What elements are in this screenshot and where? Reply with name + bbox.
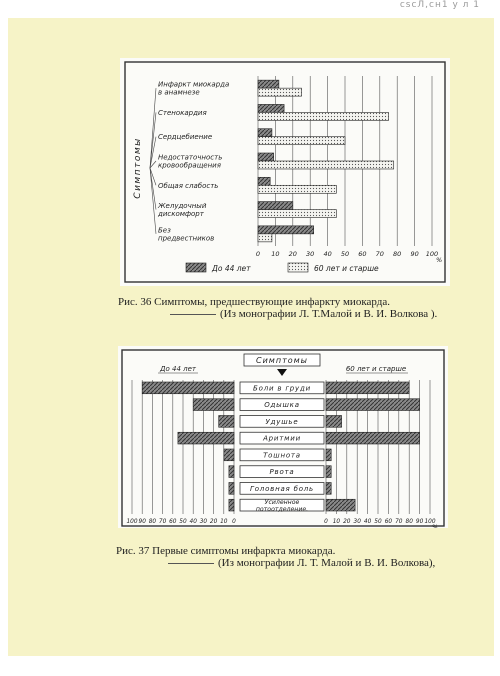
legend-swatch-old xyxy=(288,263,308,272)
right-tick-label: 40 xyxy=(363,519,372,525)
symptom-label: Головная боль xyxy=(250,484,314,493)
right-tick-label: 0 xyxy=(324,519,328,525)
right-tick-label: 60 xyxy=(384,519,393,525)
x-tick-label: 70 xyxy=(375,250,384,258)
left-tick-label: 100 xyxy=(126,519,138,525)
x-tick-label: 10 xyxy=(271,250,280,258)
bar-young xyxy=(258,226,314,234)
right-tick-label: 80 xyxy=(405,519,413,525)
figure-37-caption-line2: (Из монографии Л. Т. Малой и В. И. Волкова), xyxy=(218,557,436,569)
header-arrow xyxy=(277,369,287,376)
bar-old xyxy=(326,416,342,428)
x-tick-label: 0 xyxy=(255,250,261,258)
legend-swatch-young xyxy=(186,263,206,272)
bar-old xyxy=(258,234,272,242)
category-label: кровообращения xyxy=(158,161,221,170)
symptom-label: Одышка xyxy=(264,401,300,410)
x-tick-label: 40 xyxy=(323,250,332,258)
bar-young xyxy=(142,382,234,394)
figure-36-caption-line2: (Из монографии Л. Т.Малой и В. И. Волкова ). xyxy=(220,308,438,320)
bar-old xyxy=(258,210,336,218)
bar-young xyxy=(193,399,234,411)
x-tick-label: 80 xyxy=(393,250,402,258)
left-tick-label: 70 xyxy=(158,519,167,525)
figure-37 xyxy=(118,346,448,528)
bar-old xyxy=(258,161,394,169)
figure-37-caption xyxy=(116,545,476,569)
symptom-label: Аритмии xyxy=(263,434,301,443)
right-tick-label: 90 xyxy=(415,519,424,525)
legend-label-old: 60 лет и старше xyxy=(314,264,379,273)
category-label: Без xyxy=(158,226,171,235)
right-tick-label: 100 xyxy=(424,519,436,525)
bar-old xyxy=(258,112,389,120)
bar-old xyxy=(326,499,355,511)
symptom-label: потоотделение. xyxy=(255,506,309,514)
symptom-label: Удушье xyxy=(265,417,299,426)
bar-young xyxy=(219,416,234,428)
category-label: предвестников xyxy=(158,234,215,243)
left-tick-label: 10 xyxy=(220,519,228,525)
left-tick-label: 30 xyxy=(199,519,208,525)
bar-young xyxy=(229,483,234,495)
bar-old xyxy=(326,449,331,461)
bar-old xyxy=(326,382,409,394)
left-tick-label: 90 xyxy=(138,519,146,525)
category-label: Стенокардия xyxy=(158,108,207,117)
left-tick-label: 50 xyxy=(179,519,187,525)
x-tick-label: 90 xyxy=(410,250,419,258)
bar-old xyxy=(326,483,331,495)
bar-young xyxy=(229,499,234,511)
x-tick-label: 50 xyxy=(340,250,350,258)
left-tick-label: 0 xyxy=(232,519,236,525)
symptom-label: Усиленное xyxy=(264,499,300,507)
right-tick-label: 50 xyxy=(374,519,382,525)
x-unit-label: % xyxy=(432,524,438,528)
x-tick-label: 20 xyxy=(288,250,297,258)
bar-young xyxy=(258,129,272,137)
category-label: в анамнезе xyxy=(158,88,200,97)
category-label: Сердцебиение xyxy=(158,133,213,142)
x-tick-label: 30 xyxy=(306,250,315,258)
bar-old xyxy=(258,88,302,96)
x-tick-label: 100 xyxy=(425,250,439,258)
right-tick-label: 20 xyxy=(343,519,351,525)
category-label: Недостаточность xyxy=(158,153,223,162)
bar-young xyxy=(258,80,279,88)
bar-old xyxy=(326,466,331,478)
category-connector xyxy=(150,88,156,168)
figure-36-caption xyxy=(118,296,478,320)
bar-young xyxy=(229,466,234,478)
left-tick-label: 40 xyxy=(189,519,197,525)
figure-37-chart xyxy=(118,346,448,528)
right-tick-label: 10 xyxy=(332,519,341,525)
category-label: Желудочный xyxy=(158,202,207,211)
category-label: дискомфорт xyxy=(158,210,204,219)
figure-36-chart xyxy=(120,58,450,286)
figure-37-caption-line1: Рис. 37 Первые симптомы инфаркта миокарда. xyxy=(116,545,336,557)
bar-young xyxy=(258,104,284,112)
left-tick-label: 20 xyxy=(209,519,218,525)
category-connector xyxy=(150,168,156,234)
bar-old xyxy=(326,432,420,444)
x-unit-label: % xyxy=(436,256,443,264)
bar-young xyxy=(224,449,234,461)
handwritten-note: сѕсЛ,сн1 у л 1 xyxy=(399,0,480,10)
right-tick-label: 70 xyxy=(395,519,403,525)
bar-young xyxy=(258,153,274,161)
category-label: Инфаркт миокарда xyxy=(158,80,230,89)
bar-old xyxy=(258,137,345,145)
category-label: Общая слабость xyxy=(158,181,219,190)
symptom-label: Боли в груди xyxy=(253,384,311,393)
figure-36-caption-line1: Рис. 36 Симптомы, предшествующие инфаркту миокарда. xyxy=(118,296,390,308)
symptom-label: Тошнота xyxy=(263,451,301,460)
bar-young xyxy=(258,177,270,185)
bar-old xyxy=(258,185,336,193)
legend-label-young: До 44 лет xyxy=(212,264,251,273)
left-group-label: До 44 лет xyxy=(160,365,196,373)
left-tick-label: 60 xyxy=(169,519,177,525)
right-group-label: 60 лет и старше xyxy=(345,365,407,373)
y-axis-title: Симптомы xyxy=(133,137,143,199)
left-tick-label: 80 xyxy=(148,519,157,525)
bar-young xyxy=(178,432,234,444)
bar-old xyxy=(326,399,420,411)
symptom-label: Рвота xyxy=(269,468,295,477)
right-tick-label: 30 xyxy=(353,519,361,525)
figure-36 xyxy=(120,58,450,286)
header-label: Симптомы xyxy=(256,356,308,365)
x-tick-label: 60 xyxy=(358,250,367,258)
bar-young xyxy=(258,202,293,210)
